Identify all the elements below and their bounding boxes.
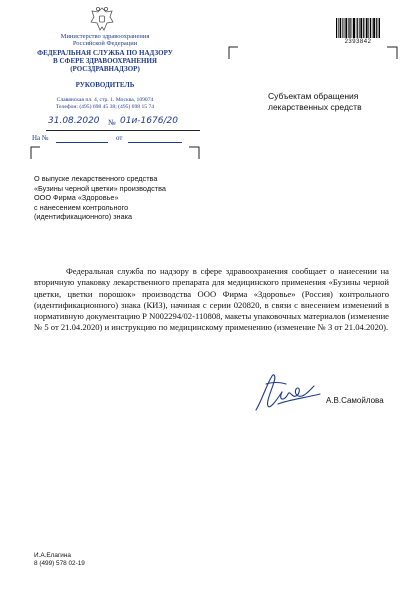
subject-line: ООО Фирма «Здоровье» — [34, 193, 119, 203]
agency-name-line-2: В СФЕРЕ ЗДРАВООХРАНЕНИЯ — [53, 57, 157, 65]
barcode-number: 2393842 — [344, 39, 372, 45]
reference-number-line — [56, 142, 108, 143]
signatory-name: А.В.Самойлова — [326, 396, 384, 405]
letter-body — [34, 266, 389, 334]
address-field-brackets — [30, 146, 200, 160]
recipient-line-2: лекарственных средств — [268, 102, 362, 112]
head-title: РУКОВОДИТЕЛЬ — [75, 81, 135, 89]
address: Славянская пл. 4, стр. 1. Москва, 109074 — [56, 97, 154, 103]
subject-line: (идентификационного) знака — [34, 212, 133, 222]
agency-short-name: (РОСЗДРАВНАДЗОР) — [70, 65, 140, 73]
registration-number: 01и-1676/20 — [120, 116, 178, 126]
number-sign: № — [108, 118, 116, 127]
registration-underline — [46, 130, 200, 131]
coat-of-arms-emblem — [88, 4, 116, 34]
executor-phone: 8 (499) 578 02-19 — [34, 560, 85, 567]
reference-number-label: На № — [32, 134, 49, 142]
phone-numbers: Телефон: (495) 698 45 38; (495) 698 15 74 — [55, 104, 155, 110]
registration-date: 31.08.2020 — [48, 116, 100, 126]
subject-line: «Бузины черной цветки» производства — [34, 183, 166, 193]
executor-name: И.А.Елагина — [34, 552, 71, 559]
agency-name-line-1: ФЕДЕРАЛЬНАЯ СЛУЖБА ПО НАДЗОРУ — [37, 49, 173, 57]
recipient-block — [268, 91, 362, 113]
subject-line: О выпуске лекарственного средства — [34, 174, 158, 183]
subject-line: с нанесением контрольного — [34, 202, 129, 212]
ministry-line-2: Российской Федерации — [72, 40, 138, 47]
barcode — [336, 18, 380, 38]
reference-date-line — [128, 142, 182, 143]
handwritten-signature — [248, 370, 324, 416]
body-paragraph: Федеральная служба по надзору в сфере здравоохранения сообщает о нанесении на вторичную упаковку лекарственного препарата для медицинского применения «Бузины черной цветки, цветки порошок» производства ООО Фирма «Здоровье» (Россия) контрольного (идентификационного) знака (КИЗ), начиная с серии 020820, в связи с внесением изменений в нормативную документацию Р N002294/02-110808, макеты упаковочных материалов (изменение № 5 от 21.04.2020) и инструкцию по медицинскому применению (изменение № 3 от 21.04.2020). — [34, 266, 389, 333]
recipient-line-1: Субъектам обращения — [268, 91, 359, 101]
reference-from-label: от — [116, 134, 123, 142]
subject-block — [34, 174, 166, 222]
recipient-field-brackets — [228, 46, 398, 60]
executor-block — [34, 552, 85, 568]
ministry-line-1: Министерство здравоохранения — [60, 33, 150, 40]
